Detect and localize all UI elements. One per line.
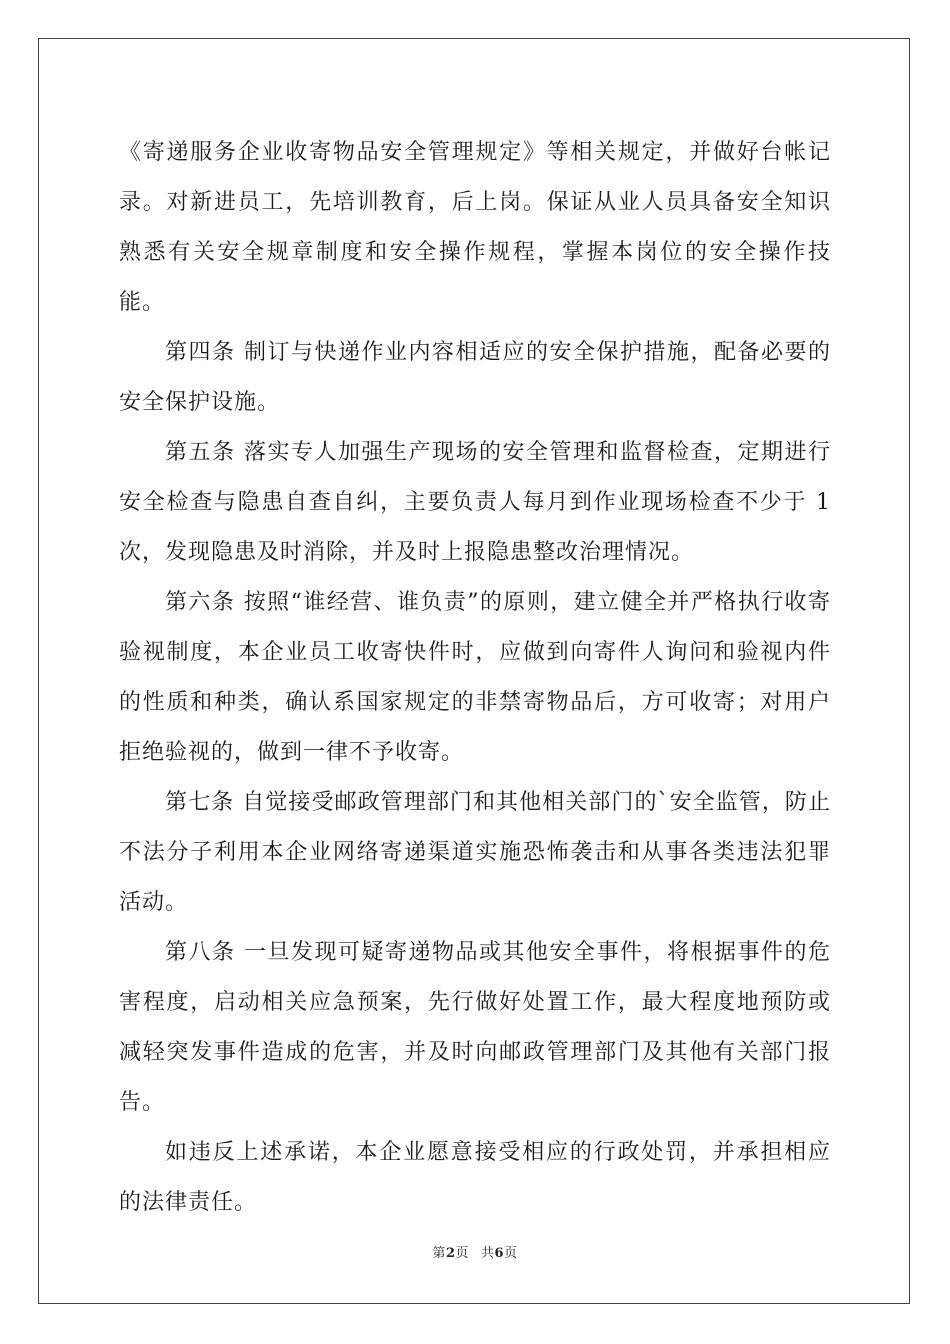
page-total: 6 — [494, 1246, 505, 1261]
paragraph-article-6: 第六条 按照“谁经营、谁负责”的原则，建立健全并严格执行收寄验视制度，本企业员工收寄快件时，应做到向寄件人询问和验视内件的性质和种类，确认系国家规定的非禁寄物品后，方可收寄；对用户拒绝验视的，做到一律不予收寄。 — [119, 590, 831, 765]
paragraph-closing: 如违反上述承诺，本企业愿意接受相应的行政处罚，并承担相应的法律责任。 — [119, 1140, 831, 1215]
paragraph-article-7: 第七条 自觉接受邮政管理部门和其他相关部门的`安全监管，防止不法分子利用本企业网络寄递渠道实施恐怖袭击和从事各类违法犯罪活动。 — [119, 790, 831, 915]
paragraph-article-5: 第五条 落实专人加强生产现场的安全管理和监督检查，定期进行安全检查与隐患自查自纠，主要负责人每月到作业现场检查不少于 1 次，发现隐患及时消除，并及时上报隐患整改治理情况。 — [119, 440, 831, 565]
total-suffix: 页 — [504, 1246, 518, 1261]
paragraph-article-8: 第八条 一旦发现可疑寄递物品或其他安全事件，将根据事件的危害程度，启动相关应急预案，先行做好处置工作，最大程度地预防或减轻突发事件造成的危害，并及时向邮政管理部门及其他有关部门报告。 — [119, 940, 831, 1115]
document-body — [119, 128, 831, 1228]
page-footer — [0, 1242, 950, 1261]
total-prefix: 共 — [481, 1246, 495, 1261]
paragraph-article-4: 第四条 制订与快递作业内容相适应的安全保护措施，配备必要的安全保护设施。 — [119, 340, 831, 415]
page-suffix: 页 — [455, 1246, 469, 1261]
page-current: 2 — [445, 1246, 456, 1261]
paragraph-continuation: 《寄递服务企业收寄物品安全管理规定》等相关规定，并做好台帐记录。对新进员工，先培训教育，后上岗。保证从业人员具备安全知识熟悉有关安全规章制度和安全操作规程，掌握本岗位的安全操作技能。 — [119, 140, 831, 315]
page-prefix: 第 — [432, 1246, 446, 1261]
